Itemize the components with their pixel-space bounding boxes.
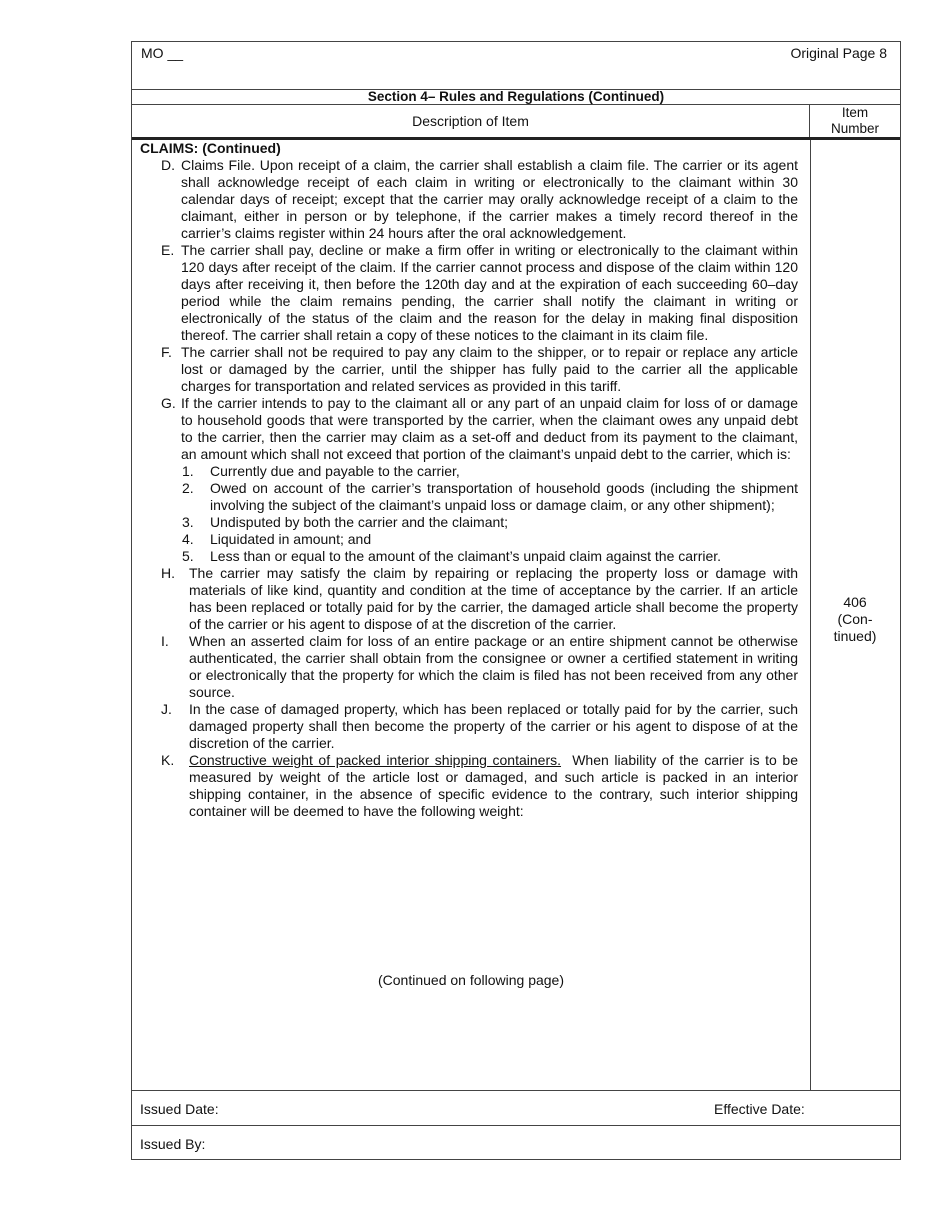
paragraph-text: The carrier shall not be required to pay any claim to the shipper, or to repair or replace any article lost or damaged by the carrier, until the shipper has fully paid to the carrier all the applicable charges for transportation and related services as provided in this tariff. (181, 344, 798, 394)
paragraph-g (140, 395, 798, 463)
list-item-text: Liquidated in amount; and (210, 531, 372, 547)
paragraph-label: H. (161, 565, 175, 581)
list-item-text: Less than or equal to the amount of the claimant’s unpaid claim against the carrier. (210, 548, 722, 564)
list-item-label: 4. (182, 531, 194, 547)
paragraph-label: D. (161, 157, 175, 173)
issued-by-label: Issued By: (140, 1136, 206, 1152)
item-number (810, 594, 900, 645)
paragraph-h (140, 565, 798, 633)
column-header (132, 105, 900, 140)
paragraph-text: The carrier may satisfy the claim by repairing or replacing the property loss or damage with materials of like kind, quantity and condition at the time of acceptance by the carrier. If an article has been replaced or totally paid for by the carrier, the damaged article shall become the property of the carrier or his agent to dispose of at the discretion of the carrier. (189, 565, 798, 632)
list-item-4 (140, 531, 798, 548)
paragraph-text (189, 752, 798, 820)
item-number-header-line2: Number (830, 121, 879, 136)
issued-date-label: Issued Date: (140, 1101, 219, 1117)
paragraph-j (140, 701, 798, 752)
list-item-label: 3. (182, 514, 194, 530)
list-item-text: Currently due and payable to the carrier, (210, 463, 460, 479)
list-item-3 (140, 514, 798, 531)
item-number-column-header (810, 105, 900, 137)
footer-issued-by (132, 1126, 900, 1161)
tariff-page (131, 41, 901, 1160)
description-column-header: Description of Item (132, 105, 810, 137)
page-number: Original Page 8 (790, 45, 887, 61)
paragraph-label: E. (161, 242, 175, 258)
paragraph-text: Claims File. Upon receipt of a claim, the carrier shall establish a claim file. The carrier or its agent shall acknowledge receipt of each claim in writing or electronically to the claimant within 30 calendar days of receipt; except that the carrier may orally acknowledge receipt of a claim to the claimant, either in person or by telephone, if the carrier makes a timely record thereof in the carrier’s claims register within 24 hours after the oral acknowledgement. (181, 157, 798, 241)
paragraph-f (140, 344, 798, 395)
paragraph-i (140, 633, 798, 701)
list-item-label: 5. (182, 548, 194, 564)
paragraph-label: G. (161, 395, 176, 411)
paragraph-text: The carrier shall pay, decline or make a firm offer in writing or electronically to the claimant within 120 days after receipt of the claim. If the carrier cannot process and dispose of the claim within 120 days after receiving it, then before the 120th day and at the expiration of each succeeding 60–day period while the claim remains pending, the carrier shall notify the claimant in writing or electronically of the status of the claim and the reason for the delay in making final disposition thereof. The carrier shall retain a copy of these notices to the claimant in its claim file. (181, 242, 798, 343)
list-item-2 (140, 480, 798, 514)
effective-date-label: Effective Date: (714, 1101, 805, 1117)
list-item-5 (140, 548, 798, 565)
paragraph-text: In the case of damaged property, which has been replaced or totally paid for by the carrier, such damaged property shall then become the property of the carrier or his agent to dispose of at the discretion of the carrier. (189, 701, 798, 751)
paragraph-text: When an asserted claim for loss of an entire package or an entire shipment cannot be otherwise authenticated, the carrier shall obtain from the consignee or owner a certified statement in writing or electronically that the property for which the claim is filed has not been received from any other source. (189, 633, 798, 700)
item-number-value: 406 (843, 594, 867, 610)
section-title: Section 4– Rules and Regulations (Continued) (132, 90, 900, 105)
paragraph-label: I. (161, 633, 169, 649)
page-header (132, 42, 900, 90)
footer-dates (132, 1091, 900, 1126)
list-item-label: 2. (182, 480, 194, 496)
item-number-continued-1: (Con- (837, 611, 873, 627)
paragraph-text: If the carrier intends to pay to the claimant all or any part of an unpaid claim for loss of or damage to household goods that were transported by the carrier, when the claimant owes any unpaid debt to the carrier, then the carrier may claim as a set-off and deduct from its payment to the claimant, an amount which shall not exceed that portion of the claimant’s unpaid debt to the carrier, which is: (181, 395, 798, 462)
paragraph-k-heading: Constructive weight of packed interior shipping containers. (189, 752, 562, 768)
item-number-header-line1: Item (841, 105, 869, 120)
mo-number: MO __ (141, 45, 184, 61)
paragraph-d (140, 157, 798, 242)
paragraph-label: J. (161, 701, 172, 717)
paragraph-label: F. (161, 344, 172, 360)
item-number-continued-2: tinued) (833, 628, 877, 644)
list-item-text: Undisputed by both the carrier and the claimant; (210, 514, 509, 530)
paragraph-k-body: When liability of the carrier is to be measured by weight of the article lost or damaged, and such article is packed in an interior shipping container, in the absence of specific evidence to the contrary, such interior shipping container will be deemed to have the following weight: (189, 752, 799, 819)
claims-title: CLAIMS: (Continued) (140, 140, 281, 156)
list-item-text: Owed on account of the carrier’s transportation of household goods (including the shipment involving the subject of the claimant’s unpaid loss or damage claim, or any other shipment); (210, 480, 798, 513)
list-item-label: 1. (182, 463, 194, 479)
list-item-1 (140, 463, 798, 480)
content-body (132, 140, 900, 1091)
claims-content (140, 140, 798, 820)
paragraph-label: K. (161, 752, 175, 768)
continued-note: (Continued on following page) (377, 972, 564, 988)
paragraph-e (140, 242, 798, 344)
paragraph-k (140, 752, 798, 820)
